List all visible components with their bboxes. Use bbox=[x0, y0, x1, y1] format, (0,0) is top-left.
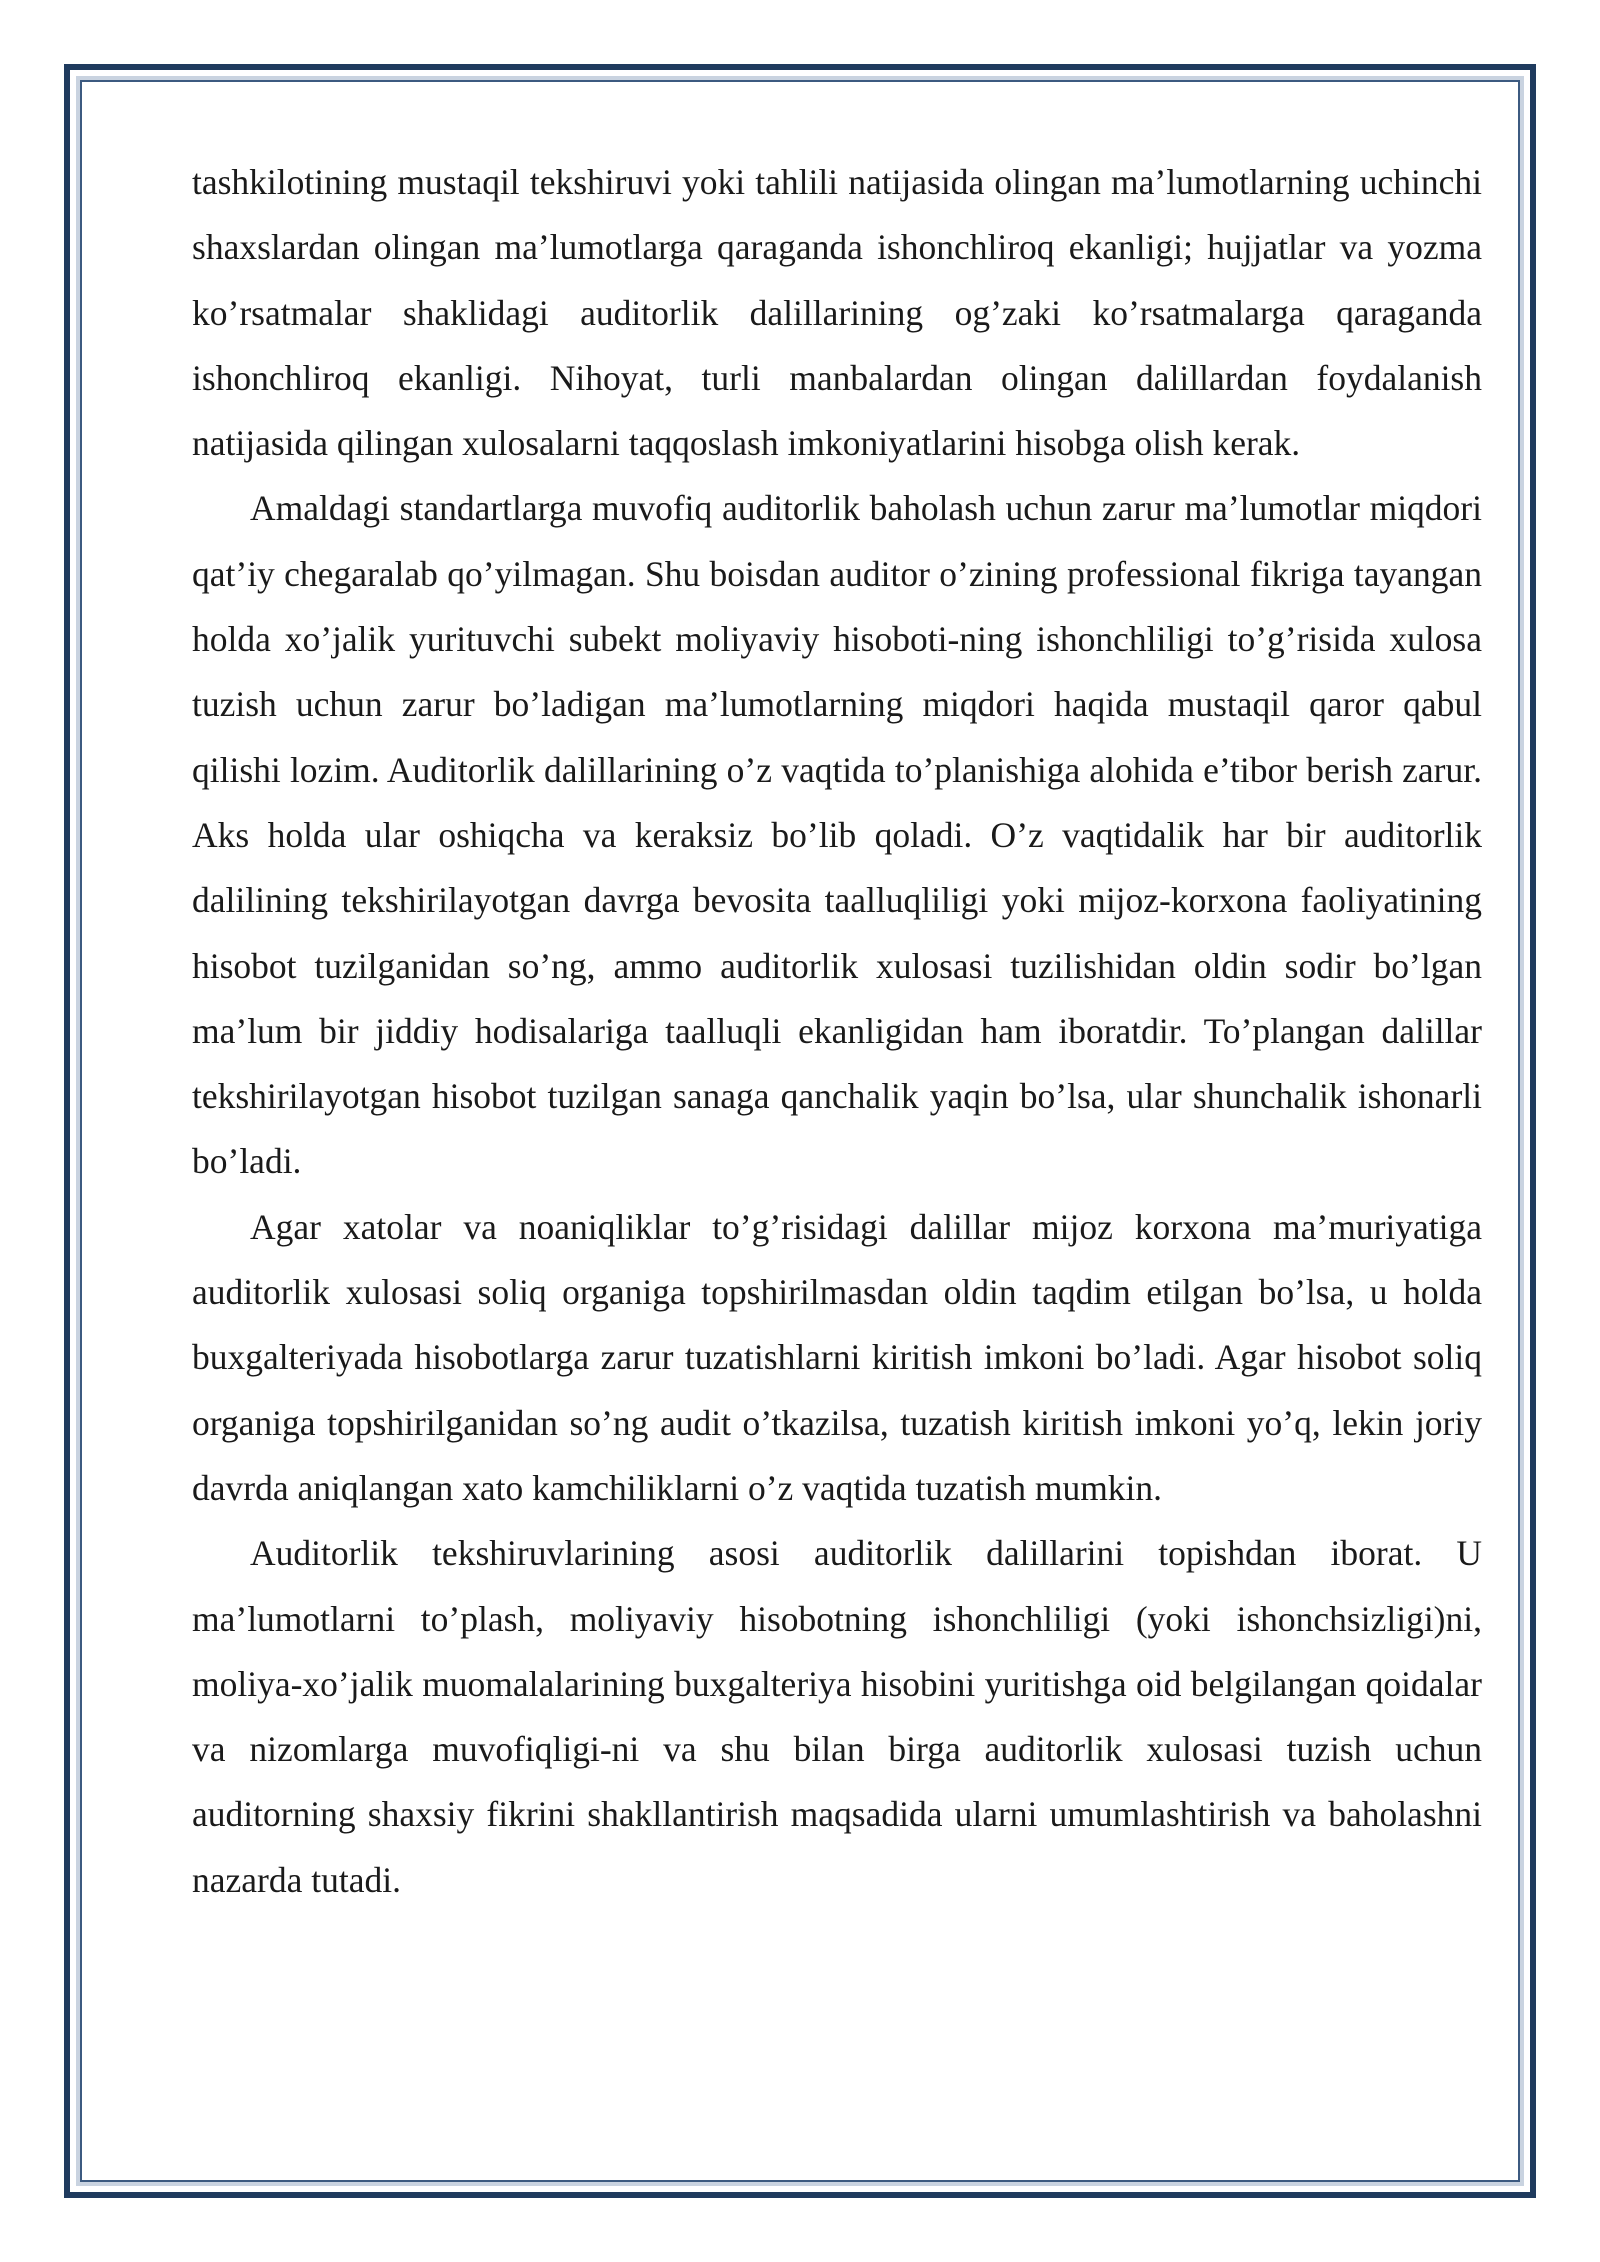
paragraph-basis: Auditorlik tekshiruvlarining asosi auditorlik dalillarini topishdan iborat. U ma’lumotlarni to’plash, moliyaviy hisobotning ishonchliligi (yoki ishonchsizligi)ni, moliya-xo’jalik muomalalarining buxgalteriya hisobini yuritishga oid belgilangan qoidalar va nizomlarga muvofiqligi-ni va shu bilan birga auditorlik xulosasi tuzish uchun auditorning shaxsiy fikrini shakllantirish maqsadida ularni umumlashtirish va baholashni nazarda tutadi. bbox=[192, 1533, 1482, 1900]
document-body bbox=[192, 150, 1482, 1913]
paragraph-standards: Amaldagi standartlarga muvofiq auditorlik baholash uchun zarur ma’lumotlar miqdori qat’iy chegaralab qo’yilmagan. Shu boisdan auditor o’zining professional fikriga tayangan holda xo’jalik yurituvchi subekt moliyaviy hisoboti-ning ishonchliligi to’g’risida xulosa tuzish uchun zarur bo’ladigan ma’lumotlarning miqdori haqida mustaqil qaror qabul qilishi lozim. Auditorlik dalillarining o’z vaqtida to’planishiga alohida e’tibor berish zarur. Aks holda ular oshiqcha va keraksiz bo’lib qoladi. O’z vaqtidalik har bir auditorlik dalilining tekshirilayotgan davrga bevosita taalluqliligi yoki mijoz-korxona faoliyatining hisobot tuzilganidan so’ng, ammo auditorlik xulosasi tuzilishidan oldin sodir bo’lgan ma’lum bir jiddiy hodisalariga taalluqli ekanligidan ham iboratdir. To’plangan dalillar tekshirilayotgan hisobot tuzilgan sanaga qanchalik yaqin bo’lsa, ular shunchalik ishonarli bo’ladi. bbox=[192, 488, 1482, 1182]
paragraph-continuation: tashkilotining mustaqil tekshiruvi yoki tahlili natijasida olingan ma’lumotlarning uchinchi shaxslardan olingan ma’lumotlarga qaraganda ishonchliroq ekanligi; hujjatlar va yozma ko’rsatmalar shaklidagi auditorlik dalillarining og’zaki ko’rsatmalarga qaraganda ishonchliroq ekanligi. Nihoyat, turli manbalardan olingan dalillardan foydalanish natijasida qilingan xulosalarni taqqoslash imkoniyatlarini hisobga olish kerak. bbox=[192, 162, 1482, 464]
paragraph-errors: Agar xatolar va noaniqliklar to’g’risidagi dalillar mijoz korxona ma’muriyatiga auditorlik xulosasi soliq organiga topshirilmasdan oldin taqdim etilgan bo’lsa, u holda buxgalteriyada hisobotlarga zarur tuzatishlarni kiritish imkoni bo’ladi. Agar hisobot soliq organiga topshirilganidan so’ng audit o’tkazilsa, tuzatish kiritish imkoni yo’q, lekin joriy davrda aniqlangan xato kamchiliklarni o’z vaqtida tuzatish mumkin. bbox=[192, 1206, 1482, 1508]
